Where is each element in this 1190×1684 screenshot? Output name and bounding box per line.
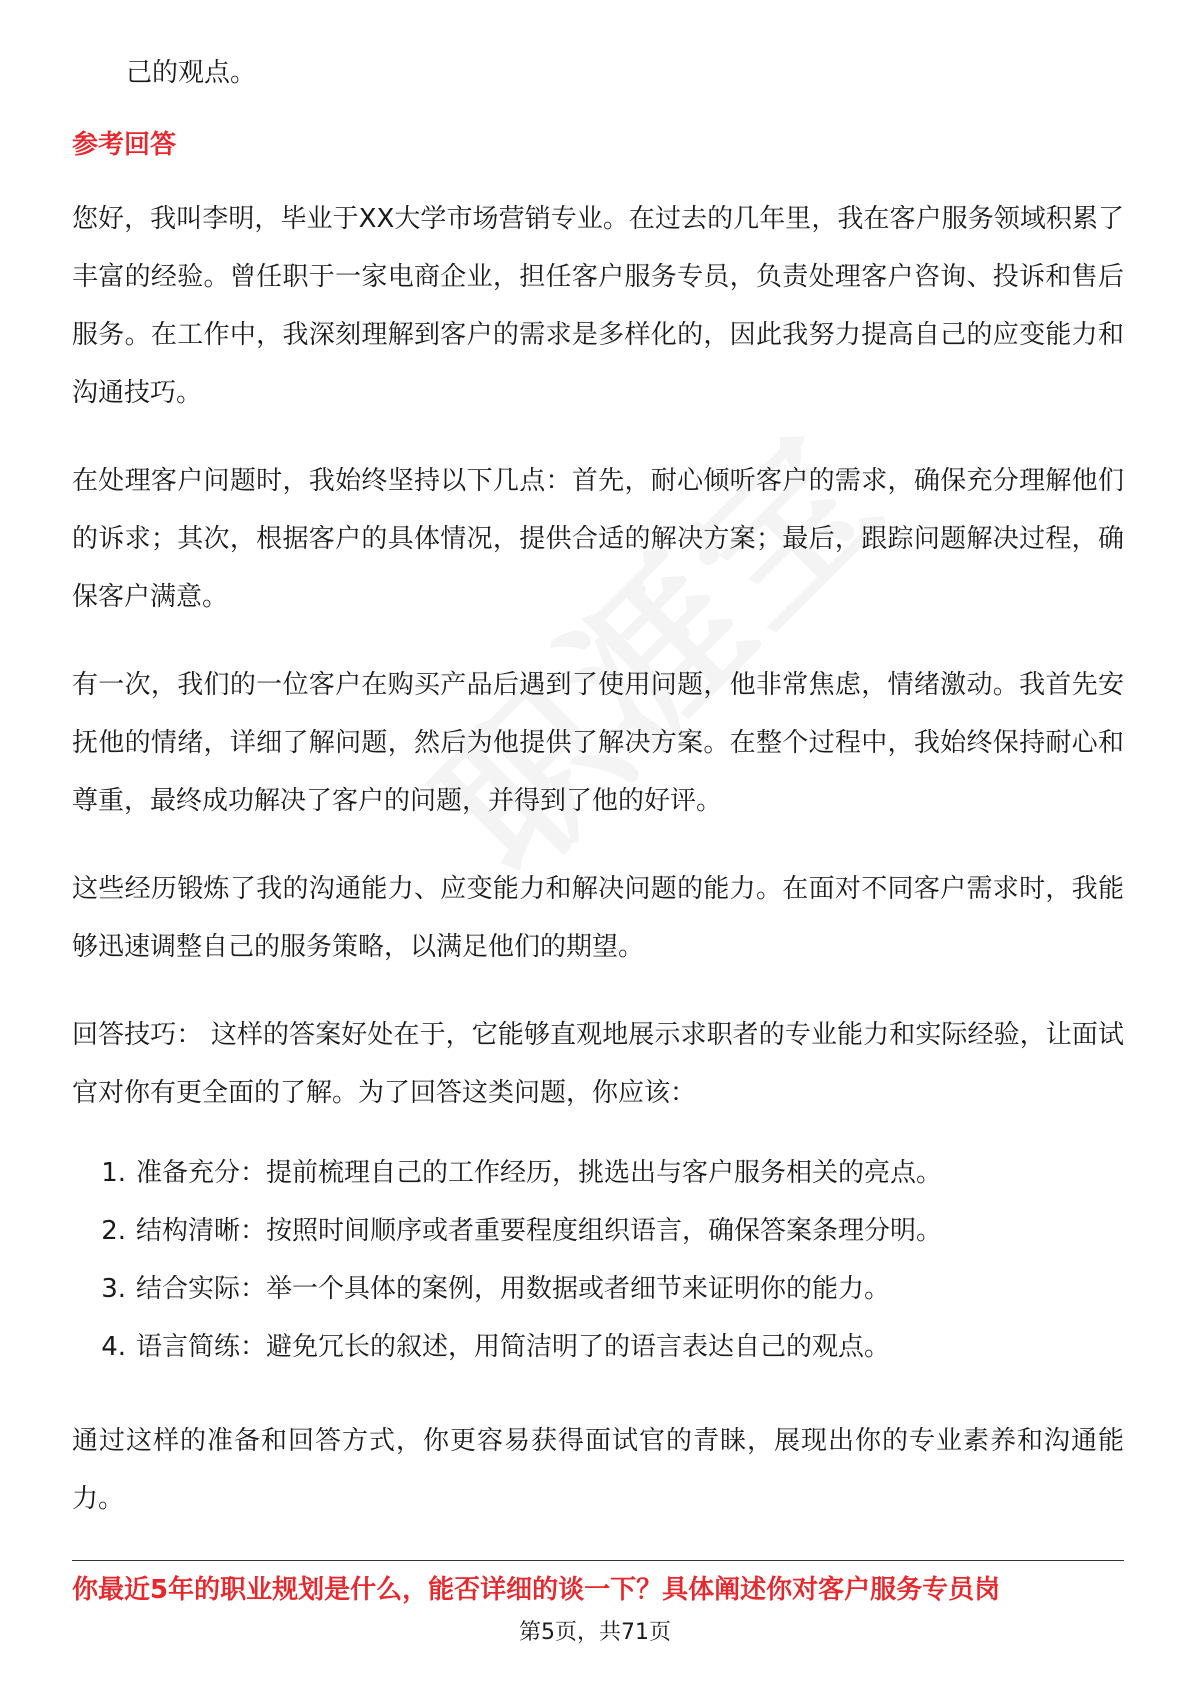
list-item-number: 3. — [101, 1274, 126, 1304]
answer-paragraph: 在处理客户问题时，我始终坚持以下几点：首先，耐心倾听客户的需求，确保充分理解他们的诉求；其次，根据客户的具体情况，提供合适的解决方案；最后，跟踪问题解决过程，确保客户满意。 — [72, 466, 1124, 612]
continuation-text: 己的观点。 — [126, 58, 257, 88]
list-item — [72, 1144, 1124, 1202]
list-item-number: 4. — [101, 1332, 126, 1362]
list-item — [72, 1260, 1124, 1318]
list-item-text: 结合实际：举一个具体的案例，用数据或者细节来证明你的能力。 — [136, 1274, 891, 1304]
answer-paragraph: 这些经历锻炼了我的沟通能力、应变能力和解决问题的能力。在面对不同客户需求时，我能够迅速调整自己的服务策略，以满足他们的期望。 — [72, 874, 1124, 962]
list-item-text: 结构清晰：按照时间顺序或者重要程度组织语言，确保答案条理分明。 — [136, 1216, 943, 1246]
tips-intro-paragraph: 回答技巧： 这样的答案好处在于，它能够直观地展示求职者的专业能力和实际经验，让面试官对你有更全面的了解。为了回答这类问题，你应该： — [72, 1020, 1124, 1108]
closing-paragraph: 通过这样的准备和回答方式，你更容易获得面试官的青睐，展现出你的专业素养和沟通能力。 — [72, 1426, 1124, 1514]
list-item-text: 准备充分：提前梳理自己的工作经历，挑选出与客户服务相关的亮点。 — [136, 1158, 943, 1188]
next-question-heading: 你最近5年的职业规划是什么，能否详细的谈一下？具体阐述你对客户服务专员岗 — [72, 1575, 1001, 1605]
answer-paragraph: 有一次，我们的一位客户在购买产品后遇到了使用问题，他非常焦虑，情绪激动。我首先安抚他的情绪，详细了解问题，然后为他提供了解决方案。在整个过程中，我始终保持耐心和尊重，最终成功解决了客户的问题，并得到了他的好评。 — [72, 670, 1124, 816]
section-heading: 参考回答 — [72, 130, 177, 160]
list-item-number: 1. — [101, 1158, 126, 1188]
page-number: 第5页，共71页 — [519, 1620, 671, 1645]
list-item — [72, 1318, 1124, 1376]
divider — [72, 1560, 1124, 1561]
tips-list — [72, 1144, 1124, 1376]
list-item — [72, 1202, 1124, 1260]
list-item-text: 语言简练：避免冗长的叙述，用简洁明了的语言表达自己的观点。 — [136, 1332, 891, 1362]
list-item-number: 2. — [101, 1216, 126, 1246]
answer-paragraph: 您好，我叫李明，毕业于XX大学市场营销专业。在过去的几年里，我在客户服务领域积累了丰富的经验。曾任职于一家电商企业，担任客户服务专员，负责处理客户咨询、投诉和售后服务。在工作中，我深刻理解到客户的需求是多样化的，因此我努力提高自己的应变能力和沟通技巧。 — [72, 204, 1124, 408]
